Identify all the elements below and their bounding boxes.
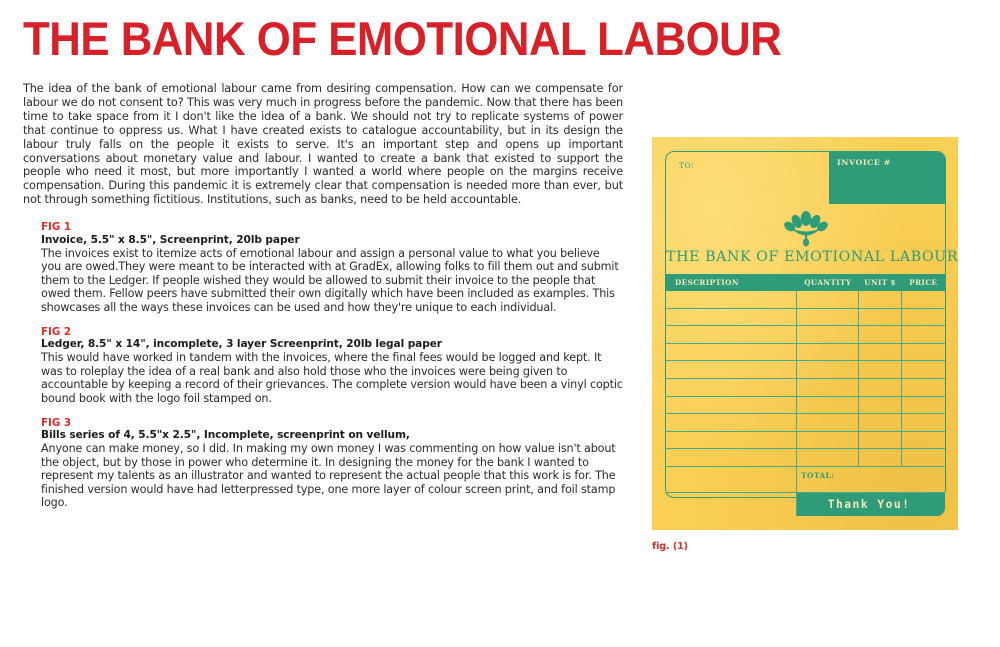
invoice-rows-container [666, 291, 945, 467]
invoice-line-item-cell [902, 291, 945, 308]
page-title: THE BANK OF EMOTIONAL LABOUR [23, 12, 782, 65]
column-header-description: DESCRIPTION [675, 278, 739, 287]
figure-description-fig3 [41, 417, 623, 510]
figure-description-fig2 [41, 326, 623, 406]
invoice-line-item-cell [859, 361, 902, 378]
invoice-line-item-row [666, 397, 945, 415]
invoice-bank-name: THE BANK OF EMOTIONAL LABOUR [666, 249, 959, 265]
invoice-thank-you-banner: Thank You! [797, 493, 945, 516]
figure-description-fig1 [41, 221, 623, 314]
invoice-line-item-cell [797, 397, 858, 414]
invoice-line-item-cell [666, 291, 797, 308]
invoice-line-item-cell [797, 344, 858, 361]
invoice-line-item-cell [902, 309, 945, 326]
invoice-line-item-cell [902, 432, 945, 449]
fig3-body: Anyone can make money, so I did. In making my own money I was commenting on how value isn't about the object, but by those in power who determine it. In designing the money for the bank I wanted to represent my talents as an illustrator and wanted to represent the actual people that this work is for. The finished version would have had letterpressed type, one more layer of colour screen print, and foil stamp logo. [41, 442, 616, 510]
invoice-photo [652, 137, 958, 530]
invoice-line-item-cell [902, 361, 945, 378]
invoice-line-item-cell [797, 291, 858, 308]
fig3-label: FIG 3 [41, 416, 72, 429]
invoice-line-item-cell [902, 326, 945, 343]
fig2-caption: Ledger, 8.5" x 14", incomplete, 3 layer Screenprint, 20lb legal paper [41, 338, 442, 351]
fig2-label: FIG 2 [41, 325, 72, 338]
invoice-line-item-cell [666, 449, 797, 466]
invoice-line-item-cell [859, 309, 902, 326]
invoice-line-item-row [666, 432, 945, 450]
fig1-caption: Invoice, 5.5" x 8.5", Screenprint, 20lb paper [41, 233, 300, 246]
invoice-line-item-cell [859, 291, 902, 308]
invoice-line-item-cell [666, 397, 797, 414]
invoice-line-item-cell [797, 432, 858, 449]
invoice-line-item-cell [859, 414, 902, 431]
fig1-body: The invoices exist to itemize acts of emotional labour and assign a personal value to what you believe you are owed.They were meant to be interacted with at GradEx, allowing folks to fill them out and submit them to the Ledger. If people wished they would be allowed to submit their invoice to the people that owed them. Fellow peers have submitted their own digitally which have been included as examples. This showcases all the ways these invoices can be used and how they're unique to each individual. [41, 246, 619, 315]
invoice-total-row [666, 467, 945, 493]
invoice-line-item-row [666, 379, 945, 397]
invoice-line-item-row [666, 291, 945, 309]
intro-paragraph: The idea of the bank of emotional labour came from desiring compensation. How can we compensate for labour we do not consent to? This was very much in progress before the pandemic. Now that there has been time to take space from it I don't like the idea of a bank. We should not try to replicate systems of power that continue to oppress us. What I have created exists to catalogue accountability, but in its design the labour truly falls on the people it exists to serve. It's an important step and opens up important conversations about monetary value and labour. I wanted to create a bank that existed to support the people who need it most, but more importantly I wanted a world where people on the margins receive compensation. During this pandemic it is extremely clear that compensation is needed more than ever, but not through something fictitious. Institutions, such as banks, need to be held accountable. [23, 82, 623, 207]
article-text-column [23, 82, 623, 521]
invoice-line-item-cell [902, 414, 945, 431]
invoice-line-items-table [666, 274, 945, 512]
invoice-line-item-cell [666, 344, 797, 361]
invoice-line-item-cell [666, 414, 797, 431]
invoice-line-item-cell [797, 361, 858, 378]
invoice-line-item-cell [797, 414, 858, 431]
invoice-line-item-cell [666, 326, 797, 343]
invoice-line-item-cell [859, 379, 902, 396]
fig3-caption: Bills series of 4, 5.5"x 2.5", Incomplete, screenprint on vellum, [41, 429, 410, 441]
invoice-line-item-cell [859, 326, 902, 343]
invoice-line-item-row [666, 449, 945, 467]
invoice-number-label: INVOICE # [837, 158, 891, 167]
invoice-line-item-cell [902, 379, 945, 396]
invoice-card [665, 151, 959, 512]
invoice-to-label: TO: [679, 161, 695, 170]
column-header-quantity: QUANTITY [804, 278, 852, 287]
invoice-thanks-row [666, 493, 945, 516]
invoice-line-item-cell [859, 344, 902, 361]
invoice-line-item-row [666, 326, 945, 344]
invoice-number-box [829, 152, 945, 204]
invoice-line-item-row [666, 414, 945, 432]
total-row-blank-cell [666, 467, 797, 492]
invoice-line-item-cell [859, 432, 902, 449]
fig2-body: This would have worked in tandem with the invoices, where the final fees would be logged and kept. It was to roleplay the idea of a real bank and also hold those who the invoices were being given to accountable by keeping a record of their grievances. The complete version would have been a vinyl coptic bound book with the logo foil stamped on. [41, 351, 623, 405]
invoice-line-item-cell [666, 379, 797, 396]
invoice-line-item-cell [666, 361, 797, 378]
invoice-line-item-row [666, 344, 945, 362]
invoice-line-item-cell [797, 326, 858, 343]
invoice-line-item-cell [666, 309, 797, 326]
thanks-row-blank-cell [666, 493, 797, 516]
invoice-line-item-cell [797, 309, 858, 326]
invoice-total-label: TOTAL: [801, 470, 835, 480]
invoice-line-item-cell [902, 344, 945, 361]
invoice-line-item-row [666, 309, 945, 327]
lotus-flower-logo-icon [783, 209, 829, 249]
column-header-unit: UNIT $ [864, 278, 896, 287]
invoice-line-item-cell [902, 449, 945, 466]
fig1-label: FIG 1 [41, 221, 72, 234]
invoice-line-item-cell [859, 397, 902, 414]
invoice-line-item-cell [797, 449, 858, 466]
invoice-line-item-row [666, 361, 945, 379]
invoice-line-item-cell [666, 432, 797, 449]
invoice-line-item-cell [859, 449, 902, 466]
invoice-table-header [666, 274, 945, 291]
invoice-line-item-cell [797, 379, 858, 396]
invoice-line-item-cell [902, 397, 945, 414]
column-header-price: PRICE [909, 278, 938, 287]
figure-caption: fig. (1) [652, 541, 688, 552]
total-row-amount-cell [797, 467, 945, 492]
